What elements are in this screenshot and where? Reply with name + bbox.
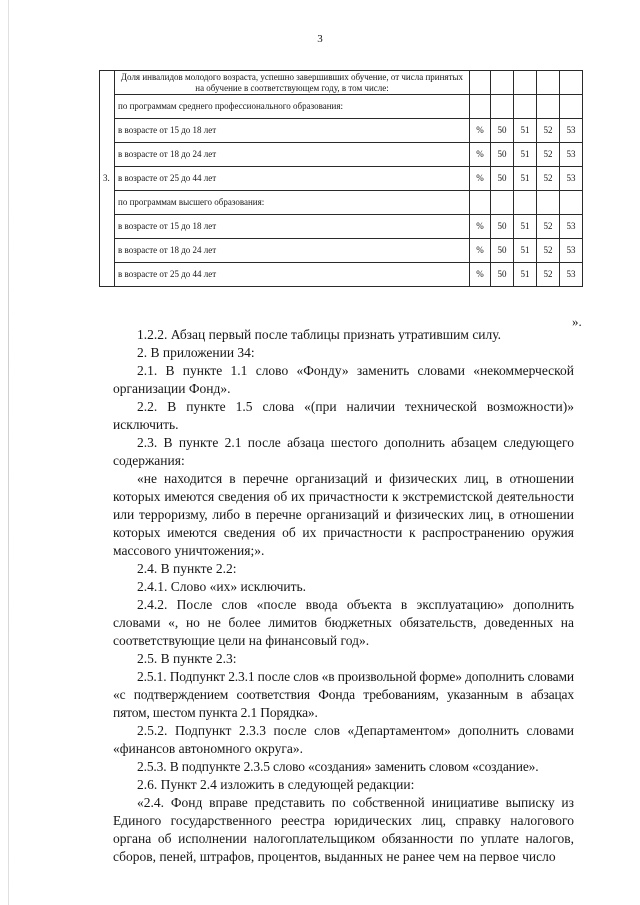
table-row: [100, 95, 583, 119]
paragraph: 2.1. В пункте 1.1 слово «Фонду» заменить словами «некоммерческой организации Фонд».: [113, 363, 574, 396]
paragraph: 2.5.3. В подпункте 2.3.5 слово «создания» заменить словом «создание».: [137, 759, 539, 774]
value-cell: 51: [514, 215, 537, 239]
empty-cell: [470, 95, 491, 119]
value-cell: 51: [514, 239, 537, 263]
table-row: [100, 119, 583, 143]
page-number: 3: [317, 33, 323, 45]
table-row: [100, 191, 583, 215]
table-row: [100, 143, 583, 167]
row-number: 3.: [100, 71, 115, 287]
paragraph: 2.5.2. Подпункт 2.3.3 после слов «Департаментом» дополнить словами «финансов автономного округа».: [113, 723, 574, 756]
empty-cell: [560, 95, 583, 119]
table-row: [100, 215, 583, 239]
empty-cell: [514, 95, 537, 119]
row-label: в возрасте от 25 до 44 лет: [115, 167, 470, 191]
value-cell: 52: [537, 167, 560, 191]
value-cell: 50: [491, 215, 514, 239]
value-cell: 50: [491, 119, 514, 143]
empty-cell: [491, 95, 514, 119]
paragraph: «2.4. Фонд вправе представить по собственной инициативе выписку из Единого государственного реестра юридических лиц, справку налогового органа об исполнении налогоплательщиком обязанности по уплате налогов, сборов, пеней, штрафов, процентов, выданных не ранее чем на первое число: [113, 795, 574, 864]
value-cell: 53: [560, 119, 583, 143]
value-cell: 52: [537, 215, 560, 239]
empty-cell: [560, 71, 583, 95]
value-cell: 52: [537, 119, 560, 143]
value-cell: 52: [537, 143, 560, 167]
paragraph: 2.4.1. Слово «их» исключить.: [137, 579, 307, 594]
paragraph: 2.4. В пункте 2.2:: [137, 561, 237, 576]
value-cell: 50: [491, 263, 514, 287]
unit-cell: %: [470, 263, 491, 287]
table-row: [100, 167, 583, 191]
table-closing-mark: ».: [572, 314, 582, 329]
empty-cell: [491, 71, 514, 95]
empty-cell: [491, 191, 514, 215]
paragraph: 2.5.1. Подпункт 2.3.1 после слов «в произвольной форме» дополнить словами «с подтверждением соответствия Фонда требованиям, указанным в абзацах пятом, шестом пункта 2.1 Порядка».: [113, 669, 574, 720]
paragraph: 2.2. В пункте 1.5 слова «(при наличии технической возможности)» исключить.: [113, 399, 574, 432]
value-cell: 51: [514, 143, 537, 167]
table-row: [100, 71, 583, 95]
row-label: в возрасте от 15 до 18 лет: [115, 119, 470, 143]
row-label: в возрасте от 18 до 24 лет: [115, 239, 470, 263]
paragraph: 1.2.2. Абзац первый после таблицы признать утратившим силу.: [137, 327, 502, 342]
paragraph: 2.4.2. После слов «после ввода объекта в эксплуатацию» дополнить словами «, но не более лимитов бюджетных обязательств, доведенных на соответствующие цели на финансовый год».: [113, 597, 574, 648]
unit-cell: %: [470, 215, 491, 239]
paragraph: «не находится в перечне организаций и физических лиц, в отношении которых имеются сведения об их причастности к экстремистской деятельности или терроризму, либо в перечне организаций и физических лиц, в отношении которых имеются сведения об их причастности к распространению оружия массового уничтожения;».: [113, 471, 574, 558]
value-cell: 53: [560, 143, 583, 167]
unit-cell: %: [470, 119, 491, 143]
value-cell: 53: [560, 167, 583, 191]
paragraph: 2. В приложении 34:: [137, 345, 255, 360]
empty-cell: [470, 71, 491, 95]
row-label: в возрасте от 18 до 24 лет: [115, 143, 470, 167]
empty-cell: [537, 191, 560, 215]
paragraph: 2.6. Пункт 2.4 изложить в следующей редакции:: [137, 777, 415, 792]
value-cell: 50: [491, 239, 514, 263]
value-cell: 53: [560, 215, 583, 239]
empty-cell: [537, 95, 560, 119]
value-cell: 51: [514, 119, 537, 143]
value-cell: 50: [491, 167, 514, 191]
value-cell: 52: [537, 239, 560, 263]
empty-cell: [537, 71, 560, 95]
table-row: [100, 263, 583, 287]
value-cell: 51: [514, 263, 537, 287]
indicators-table: [99, 70, 583, 287]
group-heading: по программам высшего образования:: [115, 191, 470, 215]
paragraph: 2.5. В пункте 2.3:: [137, 651, 237, 666]
value-cell: 53: [560, 239, 583, 263]
group-heading: по программам среднего профессионального образования:: [115, 95, 470, 119]
indicator-title: Доля инвалидов молодого возраста, успешно завершивших обучение, от числа принятых на обучение в соответствующем году, в том числе:: [115, 71, 470, 95]
row-label: в возрасте от 25 до 44 лет: [115, 263, 470, 287]
value-cell: 53: [560, 263, 583, 287]
row-label: в возрасте от 15 до 18 лет: [115, 215, 470, 239]
table-row: [100, 239, 583, 263]
paragraph: 2.3. В пункте 2.1 после абзаца шестого дополнить абзацем следующего содержания:: [113, 435, 574, 468]
unit-cell: %: [470, 239, 491, 263]
empty-cell: [514, 71, 537, 95]
value-cell: 52: [537, 263, 560, 287]
unit-cell: %: [470, 143, 491, 167]
value-cell: 51: [514, 167, 537, 191]
unit-cell: %: [470, 167, 491, 191]
empty-cell: [560, 191, 583, 215]
empty-cell: [470, 191, 491, 215]
empty-cell: [514, 191, 537, 215]
value-cell: 50: [491, 143, 514, 167]
scan-edge: [8, 0, 9, 905]
body-text: [113, 326, 574, 866]
